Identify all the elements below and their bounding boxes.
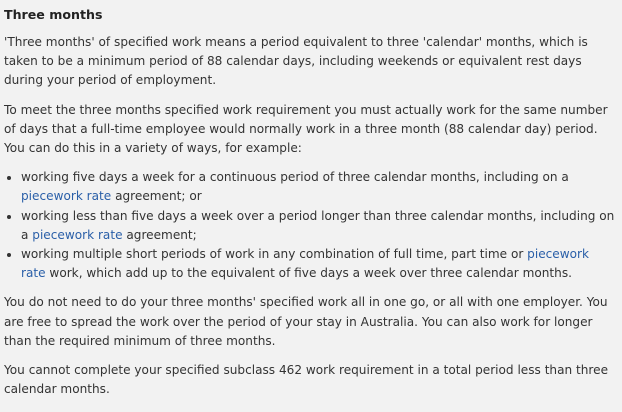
list-item-text: agreement; (122, 227, 197, 242)
definition-paragraph: 'Three months' of specified work means a period equivalent to three 'calendar' months, which is taken to be a minimum period of 88 calendar days, including weekends or equivalent rest days during your period of employment. (4, 35, 588, 88)
section-title: Three months (4, 7, 103, 22)
list-item (21, 207, 616, 245)
examples-list (4, 168, 616, 283)
list-item (21, 168, 616, 206)
list-item-text: working less than five days a week over a period longer than three calendar months, including on a (21, 208, 615, 242)
requirement-paragraph: To meet the three months specified work requirement you must actually work for the same number of days that a full-time employee would normally work in a three month (88 calendar day) period. You can do this in a variety of ways, for example: (4, 102, 608, 156)
piecework-rate-link[interactable]: piecework rate (21, 189, 112, 204)
minimum-period-paragraph: You cannot complete your specified subclass 462 work requirement in a total period less than three calendar months. (4, 363, 609, 397)
flexibility-paragraph: You do not need to do your three months' specified work all in one go, or all with one employer. You are free to spread the work over the period of your stay in Australia. You can also work for longer than the required minimum of three months. (4, 295, 608, 348)
list-item-text: working five days a week for a continuous period of three calendar months, including on a (21, 170, 569, 185)
piecework-rate-link[interactable]: piecework rate (32, 227, 123, 242)
list-item-text: working multiple short periods of work in any combination of full time, part time or (21, 247, 528, 262)
list-item (21, 245, 616, 283)
list-item-text: agreement; or (111, 189, 202, 204)
piecework-rate-link[interactable]: piecework rate (21, 247, 590, 281)
list-item-text: work, which add up to the equivalent of five days a week over three calendar months. (45, 266, 572, 281)
